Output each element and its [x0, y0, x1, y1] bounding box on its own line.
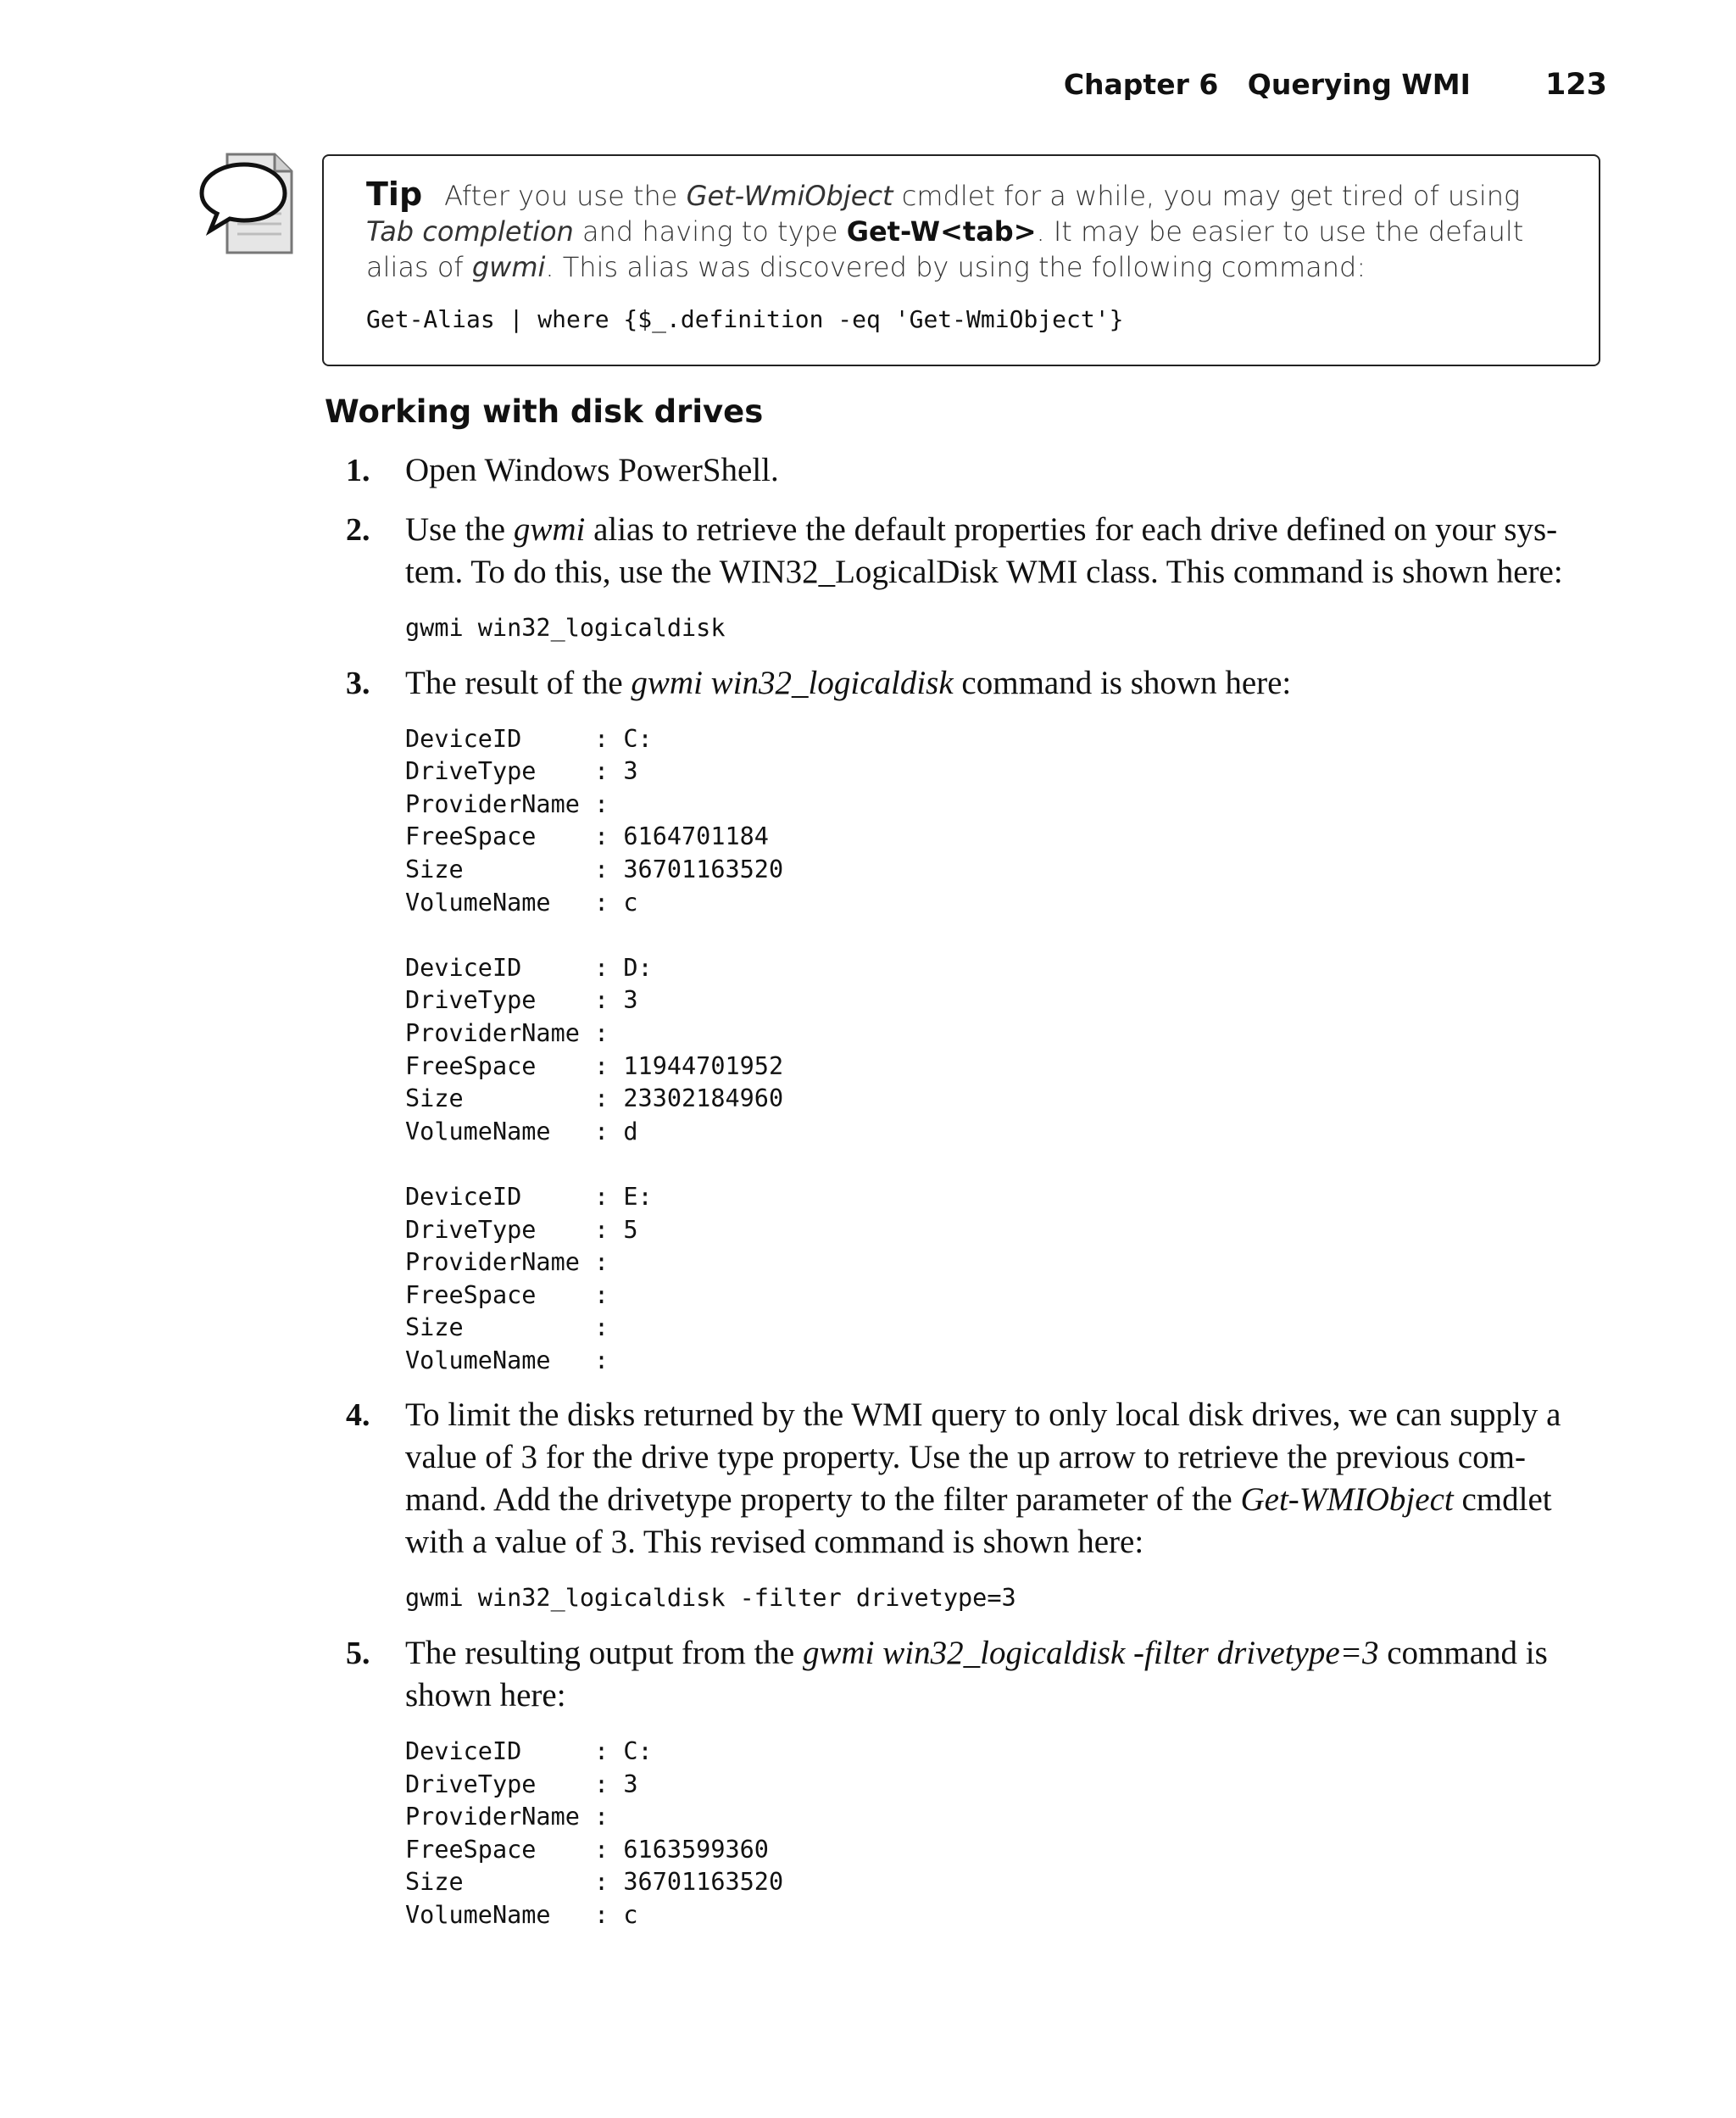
tip-text-part: and having to type: [573, 215, 847, 248]
step-list: [346, 449, 1600, 1949]
step-text-emphasis: gwmi: [513, 511, 586, 548]
step-text: Open Windows PowerShell.: [405, 452, 779, 488]
step-text-part: cmdlet with a value of 3. This revised command is shown here:: [405, 1481, 1552, 1561]
step-number: 5.: [346, 1636, 370, 1672]
step-4: [346, 1394, 1600, 1632]
chapter-title: Querying WMI: [1247, 68, 1471, 101]
code-block: DeviceID : C: DriveType : 3 ProviderName : FreeSpace : 6164701184 Size : 36701163520 VolumeName : c DeviceID : D: DriveType : 3 ProviderName : FreeSpace : 11944701952 Size : 23302184960 VolumeName : d DeviceID : E: DriveType : 5 ProviderName : FreeSpace : Size : VolumeName :: [405, 724, 784, 1374]
code-block: gwmi win32_logicaldisk -filter drivetype=3: [405, 1584, 1016, 1613]
step-text-part: The resulting output from the: [405, 1635, 803, 1672]
step-5: [346, 1632, 1600, 1949]
step-number: 1.: [346, 453, 370, 488]
step-text: [405, 1394, 1600, 1563]
page-number: 123: [1544, 68, 1607, 102]
tip-text-part: . It may be easier to use the default alias of: [366, 215, 1524, 283]
code-block: DeviceID : C: DriveType : 3 ProviderName : FreeSpace : 6163599360 Size : 36701163520 VolumeName : c: [405, 1737, 784, 1930]
step-number: 2.: [346, 512, 370, 548]
tip-keystroke: Get-W<tab>: [846, 215, 1037, 248]
chapter-label: [1064, 68, 1471, 101]
step-number: 4.: [346, 1397, 370, 1434]
tip-text-part: . This alias was discovered by using the following command:: [545, 251, 1366, 283]
step-text-part: The result of the: [405, 664, 632, 701]
step-2: [346, 509, 1600, 662]
step-1: [346, 449, 1600, 492]
section-title: Working with disk drives: [325, 393, 764, 430]
speech-bubble-note-icon: [193, 149, 298, 256]
step-3: [346, 662, 1600, 1395]
tip-text: [366, 176, 1556, 285]
tip-cmdlet-name: Get-WmiObject: [686, 180, 893, 212]
step-text: [405, 1632, 1600, 1717]
tip-label: Tip: [366, 176, 423, 213]
step-text-part: Use the: [405, 511, 514, 548]
step-number: 3.: [346, 665, 370, 701]
step-text: [405, 509, 1600, 594]
tip-code: Get-Alias | where {$_.definition -eq 'Get-WmiObject'}: [366, 305, 1124, 333]
tip-text-part: After you use the: [444, 180, 687, 212]
step-text: [405, 662, 1600, 705]
tip-box: [322, 154, 1600, 366]
step-text-part: alias to retrieve the default properties for each drive defined on your sys-tem. To do this, use the WIN32_LogicalDisk WMI class. This command is shown here:: [405, 511, 1563, 590]
step-text-emphasis: gwmi win32_logicaldisk: [631, 664, 954, 701]
step-text-part: To limit the disks returned by the WMI query to only local disk drives, we can supply a value of 3 for the drive type property. Use the up arrow to retrieve the previous com-mand. Add the drivetype property to the filter parameter of the: [405, 1396, 1561, 1519]
chapter-number: Chapter 6: [1063, 68, 1219, 101]
step-text-emphasis: Get-WMIObject: [1240, 1481, 1454, 1519]
step-text-part: command is shown here:: [953, 664, 1292, 701]
tip-text-part: cmdlet for a while, you may get tired of using: [893, 180, 1521, 212]
running-head: [1064, 68, 1607, 102]
tip-tab-completion: Tab completion: [366, 215, 574, 248]
step-text-part: command is shown here:: [405, 1635, 1548, 1714]
tip-alias: gwmi: [471, 251, 546, 283]
code-block: gwmi win32_logicaldisk: [405, 614, 726, 642]
step-text-emphasis: gwmi win32_logicaldisk -filter drivetype=3: [803, 1635, 1379, 1672]
